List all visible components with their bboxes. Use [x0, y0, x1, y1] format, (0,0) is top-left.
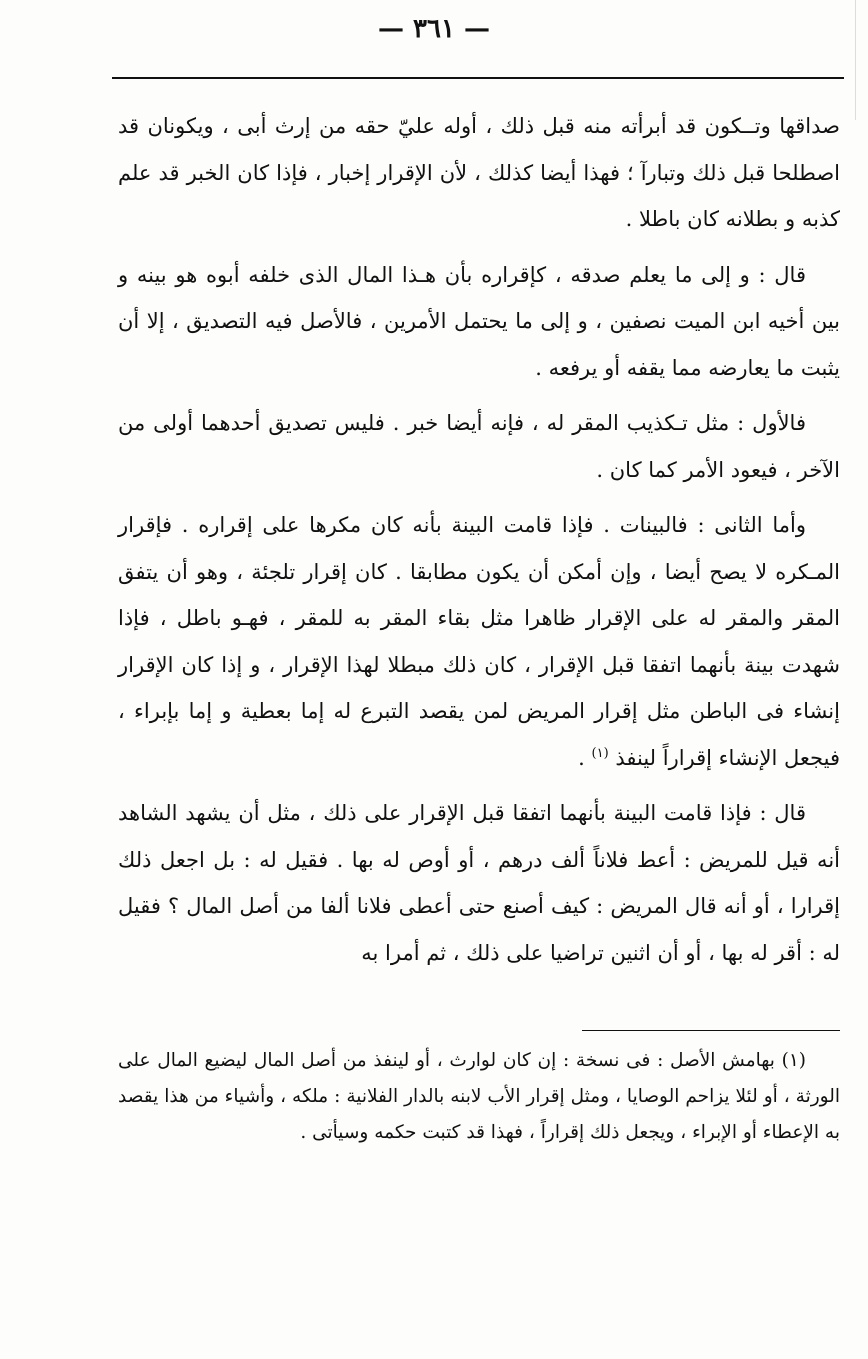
footnote-reference: (١) [591, 745, 609, 761]
page-number: — ٣٦١ — [377, 14, 491, 44]
paragraph-4-text: وأما الثانى : فالبينات . فإذا قامت البينة بأنه كان مكرها على إقراره . فإقرار المـكره لا يصح أيضا ، وإن أمكن أن يكون مطابقا . كان إقرار تلجئة ، وهو أن يتفق المقر والمقر له على الإقرار ظاهرا مثل بقاء المقر به للمقر ، فهـو باطل ، فإذا شهدت بينة بأنهما اتفقا قبل الإقرار ، كان ذلك مبطلا لهذا الإقرار ، و إذا كان الإقرار إنشاء فى الباطن مثل إقرار المريض لمن يقصد التبرع له إما بعطية و إما بإبراء ، فيجعل الإنشاء إقراراً لينفذ [118, 513, 840, 770]
paragraph-3: فالأول : مثل تـكذيب المقر له ، فإنه أيضا خبر . فليس تصديق أحدهما أولى من الآخر ، فيعود الأمر كما كان . [118, 411, 840, 482]
paragraph-4-end: . [578, 745, 585, 770]
paragraph-1: صداقها وتــكون قد أبرأته منه قبل ذلك ، أوله عليّ حقه من إرث أبى ، ويكونان قد اصطلحا قبل ذلك وتبارآ ؛ فهذا أيضا كذلك ، لأن الإقرار إخبار ، فإذا كان الخبر قد علم كذبه و بطلانه كان باطلا . [118, 114, 840, 231]
main-text [118, 103, 840, 985]
header-rule [112, 77, 844, 79]
footnote [118, 1043, 840, 1151]
paragraph-4 [118, 502, 840, 781]
paragraph-2: قال : و إلى ما يعلم صدقه ، كإقراره بأن هـذا المال الذى خلفه أبوه هو بينه و بين أخيه ابن الميت نصفين ، و إلى ما يحتمل الأمرين ، فالأصل فيه التصديق ، إلا أن يثبت ما يعارضه مما يقفه أو يرفعه . [118, 262, 840, 380]
footnote-text: (١) بهامش الأصل : فى نسخة : إن كان لوارث ، أو لينفذ من أصل المال ليضيع المال على الورثة ، أو لئلا يزاحم الوصايا ، ومثل إقرار الأب لابنه بالدار الفلانية : ملكه ، وأشياء من هذا يقصد به الإعطاء أو الإبراء ، ويجعل ذلك إقراراً ، فهذا قد كتبت حكمه وسيأتى . [118, 1050, 840, 1143]
paragraph-5: قال : فإذا قامت البينة بأنهما اتفقا قبل الإقرار على ذلك ، مثل أن يشهد الشاهد أنه قيل للمريض : أعط فلاناً ألف درهم ، أو أوص له بها . فقيل له : بل اجعل ذلك إقرارا ، أو أنه قال المريض : كيف أصنع حتى أعطى فلانا ألفا من أصل المال ؟ فقيل له : أقر له بها ، أو أن اثنين تراضيا على ذلك ، ثم أمرا به [118, 801, 840, 965]
footnote-rule [582, 1030, 840, 1031]
